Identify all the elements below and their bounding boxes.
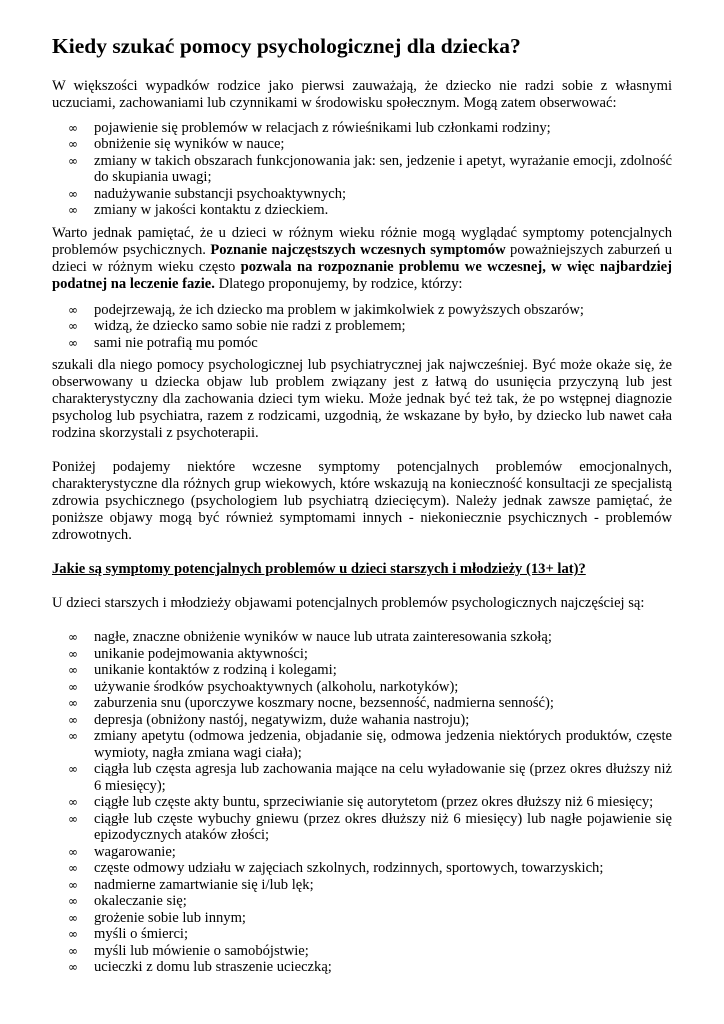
list-item [52, 335, 672, 352]
list-item [52, 662, 672, 679]
list-item-text: wagarowanie; [94, 843, 176, 860]
bullet-icon: ∞ [68, 186, 78, 201]
paragraph-seek-help: szukali dla niego pomocy psychologicznej lub psychiatrycznej jak najwcześniej. Być może okaże się, że obserwowany u dziecka objaw lub problem związany jest z łatwą do usunięcia przyczyną lub jest charakterystyczny dla zachowania dzieci tym wieku. Może jednak być też tak, że po wstępnej diagnozie psycholog lub psychiatra, razem z rodzicami, uzgodnią, że wskazane by było, by dziecko lub nawet cała rodzina skorzystali z psychoterapii. [52, 357, 672, 442]
list-item-text: unikanie kontaktów z rodziną i kolegami; [94, 662, 337, 679]
list-item-text: używanie środków psychoaktywnych (alkoholu, narkotyków); [94, 678, 459, 695]
bullet-icon: ∞ [68, 663, 78, 678]
list-item-text: pojawienie się problemów w relacjach z rówieśnikami lub członkami rodziny; [94, 119, 551, 136]
bullet-icon: ∞ [68, 696, 78, 711]
list-item [52, 153, 672, 186]
paragraph-text: Dlatego proponujemy, by rodzice, którzy: [214, 275, 463, 292]
list-item-text: ciągłe lub częste wybuchy gniewu (przez okres dłuższy niż 6 miesięcy) lub nagłe pojawienie się epizodycznych ataków złości; [94, 810, 672, 844]
list-item-text: podejrzewają, że ich dziecko ma problem w jakimkolwiek z powyższych obszarów; [94, 301, 584, 318]
list-item-text: myśli o śmierci; [94, 926, 189, 943]
list-item-text: myśli lub mówienie o samobójstwie; [94, 942, 309, 959]
list-item-text: nadmierne zamartwianie się i/lub lęk; [94, 876, 314, 893]
list-item-text: obniżenie się wyników w nauce; [94, 136, 285, 153]
list-item [52, 120, 672, 137]
bullet-icon: ∞ [68, 712, 78, 727]
bullet-icon: ∞ [68, 302, 78, 317]
bullet-icon: ∞ [68, 960, 78, 975]
list-item [52, 844, 672, 861]
bullet-icon: ∞ [68, 943, 78, 958]
list-item [52, 926, 672, 943]
bullet-icon: ∞ [68, 811, 78, 826]
list-item-text: częste odmowy udziału w zajęciach szkolnych, rodzinnych, sportowych, towarzyskich; [94, 860, 604, 877]
list-item [52, 728, 672, 761]
list-item [52, 202, 672, 219]
bullet-icon: ∞ [68, 729, 78, 744]
list-item [52, 136, 672, 153]
list-item [52, 712, 672, 729]
symptoms-list [52, 629, 672, 976]
list-item [52, 318, 672, 335]
bullet-icon: ∞ [68, 646, 78, 661]
list-item-text: ciągła lub częsta agresja lub zachowania mające na celu wyładowanie się (przez okres dłuższy niż 6 miesięcy); [94, 761, 672, 794]
list-item [52, 186, 672, 203]
list-item-text: unikanie podejmowania aktywności; [94, 645, 308, 662]
bullet-icon: ∞ [68, 153, 78, 168]
list-item-text: zaburzenia snu (uporczywe koszmary nocne, bezsenność, nadmierna senność); [94, 695, 554, 712]
intro-paragraph: W większości wypadków rodzice jako pierwsi zauważają, że dziecko nie radzi sobie z własnymi uczuciami, zachowaniami lub czynnikami w środowisku społecznym. Mogą zatem obserwować: [52, 77, 672, 111]
list-item-text: grożenie sobie lub innym; [94, 909, 246, 926]
list-item-text: sami nie potrafią mu pomóc [94, 334, 258, 351]
bullet-icon: ∞ [68, 861, 78, 876]
paragraph-text: poważniejszych zaburzeń u dzieci w różnym wieku często [52, 241, 672, 275]
paragraph-symptoms-note: Poniżej podajemy niektóre wczesne symptomy potencjalnych problemów emocjonalnych, charakterystyczne dla różnych grup wiekowych, które wskazują na konieczność konsultacji ze specjalistą zdrowia psychicznego (psychologiem lub psychiatrą dziecięcym). Należy jednak zawsze pamiętać, że poniższe objawy mogą być również symptomami innych - niekoniecznie psychicznych - problemów zdrowotnych. [52, 459, 672, 544]
list-item-text: zmiany w jakości kontaktu z dzieckiem. [94, 202, 329, 219]
bullet-icon: ∞ [68, 927, 78, 942]
bullet-icon: ∞ [68, 795, 78, 810]
bullet-icon: ∞ [68, 844, 78, 859]
paragraph-text: Warto jednak pamiętać, że u dzieci w różnym wieku różnie mogą wyglądać symptomy potencjalnych problemów psychicznych. [52, 224, 672, 258]
list-item [52, 893, 672, 910]
list-item-text: nadużywanie substancji psychoaktywnych; [94, 185, 347, 202]
list-item-text: nagłe, znaczne obniżenie wyników w nauce lub utrata zainteresowania szkołą; [94, 629, 552, 646]
bullet-icon: ∞ [68, 630, 78, 645]
list-item-text: ucieczki z domu lub straszenie ucieczką; [94, 959, 332, 976]
bullet-icon: ∞ [68, 894, 78, 909]
list-item-text: depresja (obniżony nastój, negatywizm, duże wahania nastroju); [94, 711, 470, 728]
list-item-text: ciągłe lub częste akty buntu, sprzeciwianie się autorytetom (przez okres dłuższy niż 6 miesięcy; [94, 794, 654, 811]
intro-list [52, 120, 672, 219]
bullet-icon: ∞ [68, 335, 78, 350]
section-heading: Jakie są symptomy potencjalnych problemów u dzieci starszych i młodzieży (13+ lat)? [52, 561, 586, 578]
list-item [52, 877, 672, 894]
bullet-icon: ∞ [68, 877, 78, 892]
list-item [52, 629, 672, 646]
bullet-icon: ∞ [68, 910, 78, 925]
list-item [52, 943, 672, 960]
bold-phrase: pozwala na rozpoznanie problemu we wczesnej, w więc najbardziej podatnej na leczenie fazie. [52, 258, 672, 292]
bold-phrase: Poznanie najczęstszych wczesnych symptomów [210, 241, 506, 258]
list-item [52, 302, 672, 319]
section-intro: U dzieci starszych i młodzieży objawami potencjalnych problemów psychologicznych najczęściej są: [52, 595, 645, 612]
parents-list [52, 302, 672, 352]
list-item [52, 959, 672, 976]
list-item [52, 860, 672, 877]
list-item [52, 761, 672, 794]
bullet-icon: ∞ [68, 203, 78, 218]
list-item-text: zmiany w takich obszarach funkcjonowania jak: sen, jedzenie i apetyt, wyrażanie emocji, zdolność do skupiania uwagi; [94, 152, 672, 186]
list-item-text: widzą, że dziecko samo sobie nie radzi z problemem; [94, 318, 406, 335]
bullet-icon: ∞ [68, 120, 78, 135]
list-item [52, 794, 672, 811]
page-title: Kiedy szukać pomocy psychologicznej dla dziecka? [52, 34, 521, 58]
paragraph-early-symptoms [52, 225, 672, 293]
bullet-icon: ∞ [68, 137, 78, 152]
bullet-icon: ∞ [68, 319, 78, 334]
bullet-icon: ∞ [68, 762, 78, 777]
list-item [52, 811, 672, 844]
list-item [52, 910, 672, 927]
list-item [52, 679, 672, 696]
list-item [52, 646, 672, 663]
list-item-text: zmiany apetytu (odmowa jedzenia, objadanie się, odmowa jedzenia niektórych produktów, częste wymioty, nagła zmiana wagi ciała); [94, 728, 672, 761]
bullet-icon: ∞ [68, 679, 78, 694]
list-item [52, 695, 672, 712]
list-item-text: okaleczanie się; [94, 893, 187, 910]
